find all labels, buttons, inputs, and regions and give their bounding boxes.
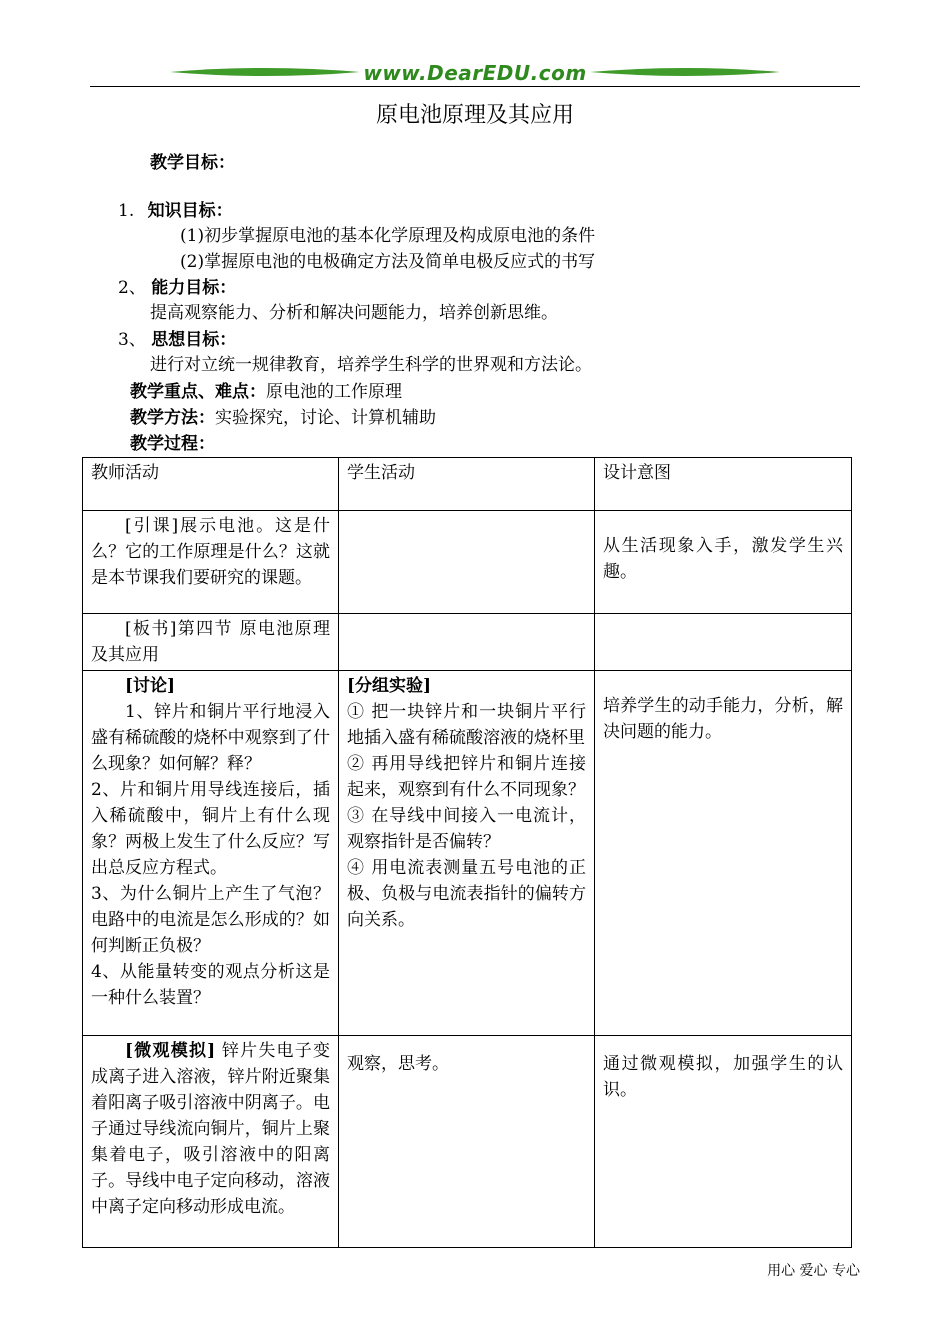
method-label: 教学方法：	[130, 408, 215, 428]
lesson-process-table	[82, 457, 852, 1248]
page-footer: 用心 爱心 专心	[767, 1263, 860, 1279]
key-points-label: 教学重点、难点：	[130, 382, 266, 402]
thought-goal-heading	[118, 328, 236, 352]
discussion-question: 2、片和铜片用导线连接后，插入稀硫酸中，铜片上有什么现象？两极上发生了什么反应？写出总反应方程式。	[91, 780, 330, 878]
lesson-tag: [板书]	[125, 619, 177, 639]
ability-goal-text: 提高观察能力、分析和解决问题能力，培养创新思维。	[150, 303, 558, 323]
table-row	[83, 614, 852, 671]
table-row	[83, 511, 852, 614]
table-row	[83, 1036, 852, 1248]
teacher-activity-cell	[83, 671, 339, 1036]
experiment-step: ④ 用电流表测量五号电池的正极、负极与电流表指针的偏转方向关系。	[347, 858, 586, 930]
discussion-question: 3、为什么铜片上产生了气泡？电路中的电流是怎么形成的？如何判断正负极？	[91, 884, 330, 956]
discussion-question: 1、锌片和铜片平行地浸入盛有稀硫酸的烧杯中观察到了什么现象？如何解？释？	[91, 702, 330, 774]
key-points-text: 原电池的工作原理	[266, 382, 402, 402]
site-header	[90, 60, 860, 92]
discussion-question: 4、从能量转变的观点分析这是一种什么装置？	[91, 962, 330, 1008]
student-activity-cell: 观察，思考。	[339, 1036, 595, 1248]
design-intent-cell: 培养学生的动手能力，分析，解决问题的能力。	[595, 671, 852, 1036]
teacher-activity-cell	[83, 1036, 339, 1248]
table-header-row	[83, 458, 852, 511]
teacher-activity-cell	[83, 511, 339, 614]
teacher-activity-cell	[83, 614, 339, 671]
thought-goal-number: 3、	[118, 330, 146, 350]
experiment-step: ① 把一块锌片和一块铜片平行地插入盛有稀硫酸溶液的烧杯里	[347, 702, 586, 748]
design-intent-cell: 通过微观模拟，加强学生的认识。	[595, 1036, 852, 1248]
teacher-activity-text: 锌片失电子变成离子进入溶液，锌片附近聚集着阳离子吸引溶液中阴离子。电子通过导线流向铜片，铜片上聚集着电子，吸引溶液中的阳离子。导线中电子定向移动，溶液中离子定向移动形成电流。	[91, 1041, 331, 1217]
ability-goal-label: 能力目标：	[151, 278, 237, 298]
experiment-step: ② 再用导线把锌片和铜片连接起来，观察到有什么不同现象？	[347, 754, 586, 800]
document-title: 原电池原理及其应用	[375, 103, 574, 128]
lesson-tag: [引课]	[125, 516, 179, 536]
student-activity-cell	[339, 511, 595, 614]
student-activity-cell	[339, 671, 595, 1036]
knowledge-goal-item: (1)初步掌握原电池的基本化学原理及构成原电池的条件	[180, 226, 596, 246]
teacher-activity-text: 第四节 原电池原理及其应用	[91, 619, 331, 665]
lesson-tag: [分组实验]	[347, 676, 432, 696]
header-design-intent: 设计意图	[595, 458, 852, 511]
knowledge-goal-heading	[118, 199, 233, 223]
ability-goal-heading	[118, 276, 236, 300]
thought-goal-label: 思想目标：	[151, 330, 237, 350]
design-intent-cell: 从生活现象入手，激发学生兴趣。	[595, 511, 852, 614]
header-teacher-activity: 教师活动	[83, 458, 339, 511]
experiment-step: ③ 在导线中间接入一电流计，观察指针是否偏转？	[347, 806, 586, 852]
design-intent-cell	[595, 614, 852, 671]
process-heading: 教学过程：	[130, 434, 215, 454]
header-divider	[90, 86, 860, 87]
method-line	[130, 406, 436, 430]
teacher-activity-text: 展示电池。这是什么？它的工作原理是什么？这就是本节课我们要研究的课题。	[91, 516, 331, 588]
site-logo[interactable]: www.DearEDU.com	[363, 61, 587, 85]
student-activity-cell	[339, 614, 595, 671]
goals-heading: 教学目标：	[150, 153, 235, 173]
lesson-tag: [微观模拟]	[125, 1041, 216, 1061]
thought-goal-text: 进行对立统一规律教育，培养学生科学的世界观和方法论。	[150, 355, 592, 375]
header-student-activity: 学生活动	[339, 458, 595, 511]
key-points-line	[130, 380, 402, 404]
table-row	[83, 671, 852, 1036]
knowledge-goal-label: 知识目标：	[147, 201, 233, 221]
lesson-tag: [讨论]	[125, 676, 176, 696]
method-text: 实验探究，讨论、计算机辅助	[215, 408, 436, 428]
knowledge-goal-item: (2)掌握原电池的电极确定方法及简单电极反应式的书写	[180, 252, 596, 272]
ability-goal-number: 2、	[118, 278, 146, 298]
knowledge-goal-number: 1.	[118, 201, 135, 221]
